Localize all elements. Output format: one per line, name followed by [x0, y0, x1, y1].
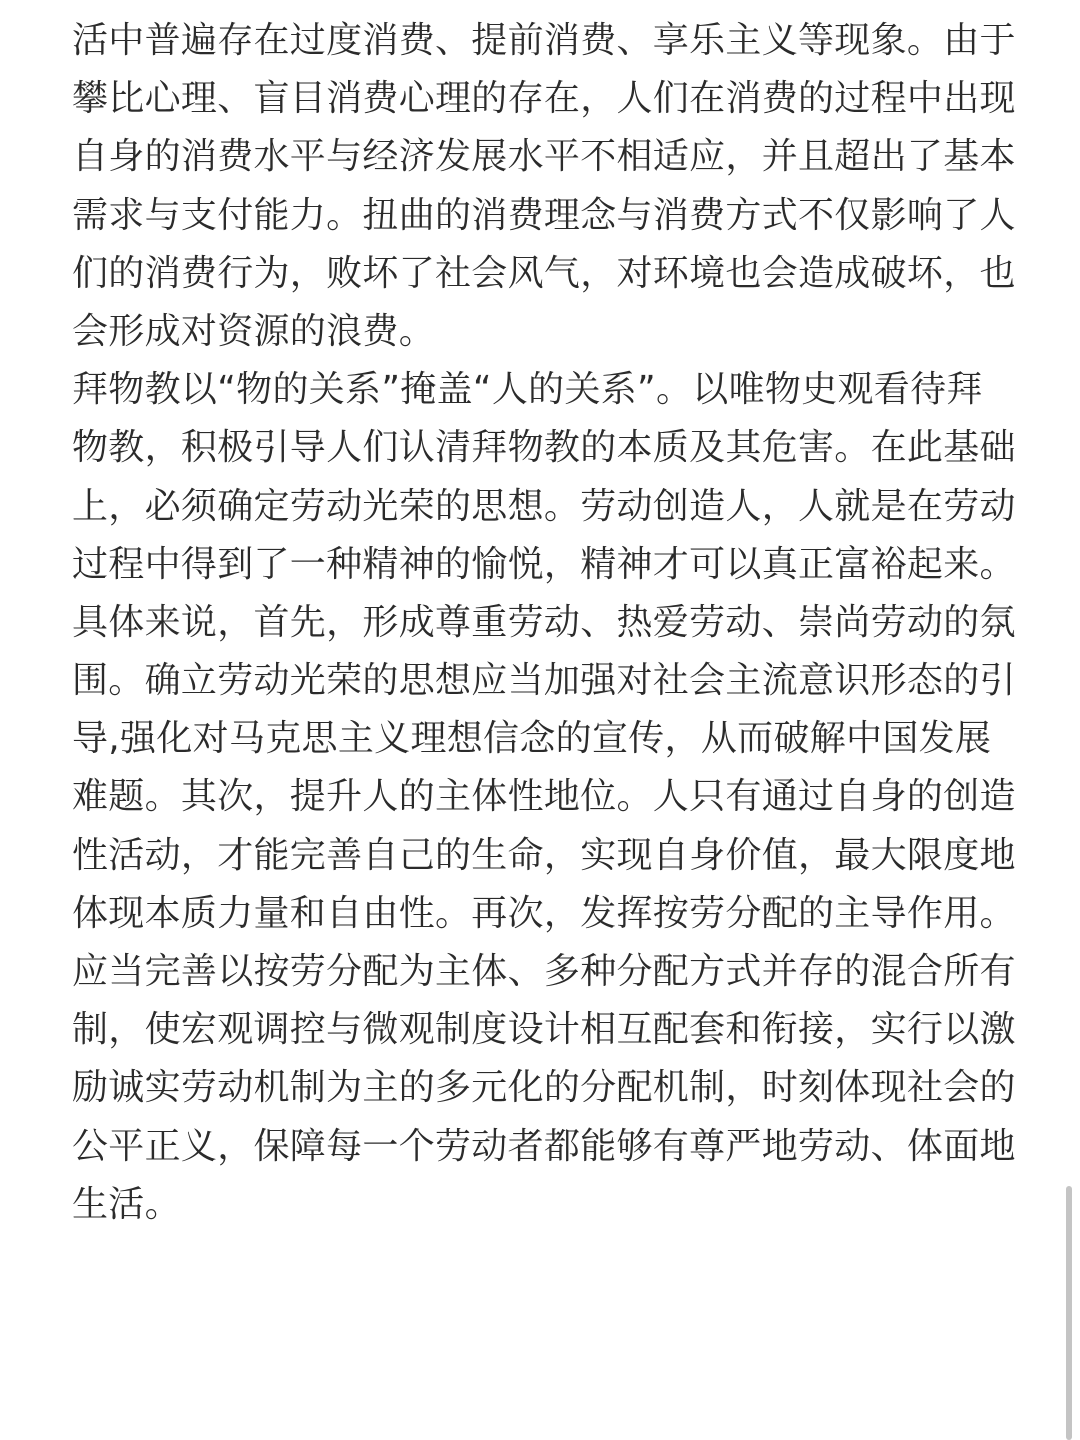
- article-body: [72, 12, 1016, 1234]
- text-line: 过程中得到了一种精神的愉悦，精神才可以真正富裕起来。: [72, 543, 1016, 585]
- text-line: 具体来说，首先，形成尊重劳动、热爱劳动、崇尚劳动的氛: [72, 601, 1016, 643]
- vertical-scrollbar[interactable]: [1066, 1186, 1072, 1440]
- text-line: 应当完善以按劳分配为主体、多种分配方式并存的混合所有: [72, 951, 1016, 992]
- text-line: 需求与支付能力。扭曲的消费理念与消费方式不仅影响了人: [72, 194, 1016, 236]
- text-line: 生活。: [72, 1183, 181, 1225]
- text-line: 活中普遍存在过度消费、提前消费、享乐主义等现象。由于: [72, 20, 1016, 61]
- text-line: 励诚实劳动机制为主的多元化的分配机制，时刻体现社会的: [72, 1067, 1016, 1109]
- text-line: 公平正义，保障每一个劳动者都能够有尊严地劳动、体面地: [72, 1125, 1016, 1167]
- text-line: 性活动，才能完善自己的生命，实现自身价值，最大限度地: [72, 834, 1016, 876]
- text-line: 自身的消费水平与经济发展水平不相适应，并且超出了基本: [72, 136, 1016, 178]
- text-line: 制，使宏观调控与微观制度设计相互配套和衔接，实行以激: [72, 1009, 1016, 1051]
- text-line: 们的消费行为，败坏了社会风气，对环境也会造成破坏，也: [72, 252, 1016, 294]
- text-line: 上，必须确定劳动光荣的思想。劳动创造人，人就是在劳动: [72, 485, 1016, 527]
- text-line: 导,强化对马克思主义理想信念的宣传，从而破解中国发展: [72, 718, 992, 760]
- text-line: 围。确立劳动光荣的思想应当加强对社会主流意识形态的引: [72, 660, 1016, 702]
- text-line: 难题。其次，提升人的主体性地位。人只有通过自身的创造: [72, 776, 1016, 818]
- text-line: 体现本质力量和自由性。再次，发挥按劳分配的主导作用。: [72, 892, 1016, 934]
- text-line: 攀比心理、盲目消费心理的存在，人们在消费的过程中出现: [72, 78, 1016, 120]
- text-line: 拜物教以“物的关系”掩盖“人的关系”。以唯物史观看待拜: [72, 369, 983, 411]
- text-line: 会形成对资源的浪费。: [72, 310, 436, 352]
- text-line: 物教，积极引导人们认清拜物教的本质及其危害。在此基础: [72, 427, 1016, 469]
